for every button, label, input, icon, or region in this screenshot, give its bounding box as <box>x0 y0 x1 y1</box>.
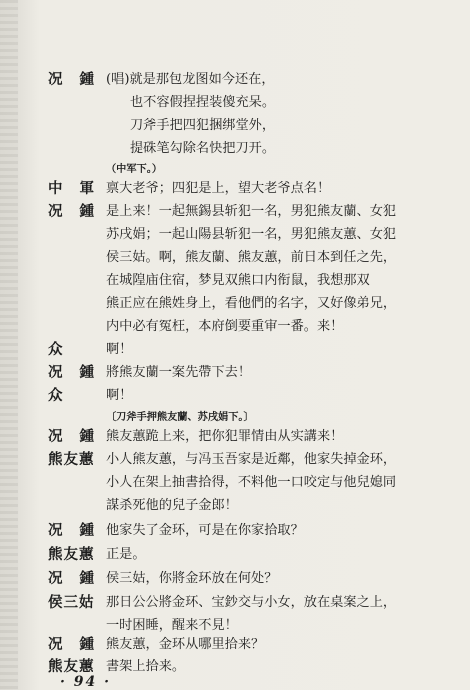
dialogue-line: 熊友蕙，金环从哪里拾来？ <box>106 637 265 652</box>
dialogue-line: 將熊友蘭一案先帶下去！ <box>106 365 252 380</box>
speaker-label: 众 <box>48 387 69 404</box>
stage-direction: 〔刀斧手押熊友蘭、苏戌娟下。〕 <box>106 411 254 423</box>
speaker-label: 况 鍾 <box>48 428 101 445</box>
speaker-label: 侯三姑 <box>48 594 95 611</box>
dialogue-line: 熊正应在熊姓身上，看他們的名字，又好像弟兄， <box>106 296 397 311</box>
dialogue-line: 在城隍庙住宿，梦見双熊口内衔鼠，我想那双 <box>106 273 370 288</box>
stage-direction: （中军下。） <box>106 163 163 175</box>
dialogue-line: 小人熊友蕙，与冯玉吾家是近鄰，他家失掉金环， <box>106 452 397 467</box>
speaker-label: 况 鍾 <box>48 364 101 381</box>
dialogue-line: 一时困睡，醒来不見！ <box>106 618 238 633</box>
dialogue-line: 是上来！一起無錫县斩犯一名，男犯熊友蘭、女犯 <box>106 204 397 219</box>
dialogue-line: 書架上拾来。 <box>106 659 186 674</box>
page-edge-shadow <box>0 0 18 690</box>
speaker-label: 况 鍾 <box>48 203 101 220</box>
dialogue-line: (唱)就是那包龙图如今还在， <box>106 72 275 87</box>
speaker-label: 熊友蕙 <box>48 658 95 675</box>
dialogue-line: 啊！ <box>106 388 133 403</box>
dialogue-line: 熊友蕙跪上来，把你犯罪情由从实講来！ <box>106 429 344 444</box>
dialogue-line: 啊！ <box>106 342 133 357</box>
speaker-label: 况 鍾 <box>48 522 101 539</box>
dialogue-line: 侯三姑，你將金环放在何处？ <box>106 571 278 586</box>
speaker-label: 熊友蕙 <box>48 451 95 468</box>
dialogue-line: 他家失了金环，可是在你家拾取？ <box>106 523 304 538</box>
speaker-label: 众 <box>48 341 69 358</box>
speaker-label: 况 鍾 <box>48 71 101 88</box>
dialogue-line: 謀杀死他的兒子金郎！ <box>106 498 238 513</box>
dialogue-line: 禀大老爷；四犯是上，望大老爷点名！ <box>106 181 331 196</box>
dialogue-line: 正是。 <box>106 547 146 562</box>
speaker-label: 况 鍾 <box>48 570 101 587</box>
dialogue-line: 内中必有冤枉，本府倒要重审一番。来！ <box>106 319 344 334</box>
speaker-label: 中 軍 <box>48 180 101 197</box>
dialogue-line: 那日公公將金环、宝鈔交与小女，放在桌案之上， <box>106 595 397 610</box>
page-number: · 94 · <box>60 674 111 690</box>
dialogue-line: 刀斧手把四犯捆绑堂外， <box>130 118 276 133</box>
dialogue-line: 也不容假捏捏装傻充呆。 <box>130 95 276 110</box>
speaker-label: 熊友蕙 <box>48 546 95 563</box>
dialogue-line: 苏戌娟；一起山陽县斩犯一名，男犯熊友蕙、女犯 <box>106 227 397 242</box>
dialogue-line: 提硃笔勾除名快把刀开。 <box>130 141 276 156</box>
speaker-label: 况 鍾 <box>48 636 101 653</box>
dialogue-line: 小人在架上抽書拾得，不料他一口咬定与他兒媳同 <box>106 475 397 490</box>
dialogue-line: 侯三姑。啊，熊友蘭、熊友蕙，前日本到任之先， <box>106 250 397 265</box>
